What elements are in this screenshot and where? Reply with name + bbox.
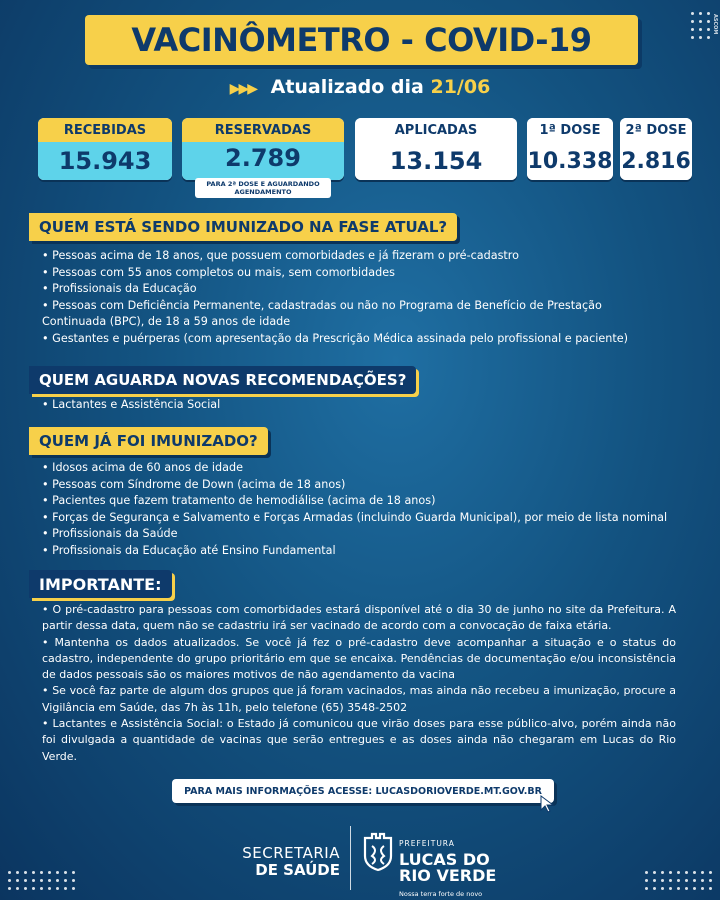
- section-aguarda-title: QUEM AGUARDA NOVAS RECOMENDAÇÕES?: [29, 366, 416, 394]
- secretaria-line1: SECRETARIA: [242, 844, 340, 862]
- title-banner: [85, 15, 638, 65]
- list-item: • Pacientes que fazem tratamento de hemodiálise (acima de 18 anos): [42, 493, 692, 510]
- footer-divider: [350, 826, 351, 890]
- website-link-button[interactable]: PARA MAIS INFORMAÇÕES ACESSE: LUCASDORIOVERDE.MT.GOV.BR: [172, 779, 554, 803]
- stat-value: 15.943: [38, 142, 172, 180]
- decorative-dots-bottom-left: [8, 871, 75, 890]
- stat-dose2: [620, 118, 692, 180]
- stat-value: 13.154: [355, 142, 517, 180]
- list-item: • Lactantes e Assistência Social: o Estado já comunicou que virão doses para esse público-alvo, porém ainda não foi divulgada a quantidade de vacinas que serão entregues e as doses ainda não chegaram em Lucas do Rio Verde.: [42, 716, 676, 765]
- updated-date: 21/06: [430, 76, 491, 98]
- stat-value: 2.789: [182, 142, 344, 180]
- list-item: • Se você faz parte de algum dos grupos que já foram vacinados, mas ainda não recebeu a imunização, procure a Vigilância em Saúde, das 7h às 11h, pelo telefone (65) 3548-2502: [42, 683, 676, 716]
- list-item: • Profissionais da Educação: [42, 281, 682, 298]
- stat-value: 10.338: [527, 142, 613, 180]
- list-item: • O pré-cadastro para pessoas com comorbidades estará disponível até o dia 30 de junho no site da Prefeitura. A partir dessa data, quem não se cadastriu irá ser vacinado de acordo com a convocação de faixa etária.: [42, 602, 676, 635]
- stat-label: 2ª DOSE: [620, 118, 692, 142]
- prefeitura-label: PREFEITURA: [399, 839, 455, 848]
- stat-reservadas: [182, 118, 344, 180]
- stat-recebidas: [38, 118, 172, 180]
- list-item: • Pessoas acima de 18 anos, que possuem comorbidades e já fizeram o pré-cadastro: [42, 248, 682, 265]
- secretaria-logo: [236, 845, 340, 879]
- list-item: • Gestantes e puérperas (com apresentação da Prescrição Médica assinada pelo profissional e paciente): [42, 331, 682, 348]
- imunizado-list: [42, 460, 692, 559]
- stat-label: APLICADAS: [355, 118, 517, 142]
- city-crest-icon: [362, 832, 394, 872]
- decorative-dots-bottom-right: [645, 871, 712, 890]
- stat-aplicadas: [355, 118, 517, 180]
- cursor-icon: [540, 795, 556, 817]
- list-item: • Mantenha os dados atualizados. Se você já fez o pré-cadastro deve acompanhar a situação e o status do cadastro, independente do grupo prioritário em que se encaixa. Pendências de documentação e/ou inconsistência de dados pessoais são os maiores motivos de não agendamento da vacina: [42, 635, 676, 684]
- stat-dose1: [527, 118, 613, 180]
- list-item: • Pessoas com Deficiência Permanente, cadastradas ou não no Programa de Benefício de Prestação: [42, 298, 682, 315]
- section-imunizado-title: QUEM JÁ FOI IMUNIZADO?: [29, 427, 268, 455]
- list-item: • Profissionais da Saúde: [42, 526, 692, 543]
- reservadas-note: PARA 2ª DOSE E AGUARDANDO AGENDAMENTO: [195, 178, 331, 198]
- fase-atual-list: [42, 248, 682, 347]
- section-fase-atual-title: QUEM ESTÁ SENDO IMUNIZADO NA FASE ATUAL?: [29, 213, 457, 241]
- updated-line: [0, 76, 720, 98]
- stat-label: RESERVADAS: [182, 118, 344, 142]
- city-line2: RIO VERDE: [399, 866, 497, 885]
- aguarda-list: [42, 397, 220, 414]
- city-line1: LUCAS DO: [399, 850, 490, 869]
- prefeitura-logo: [399, 836, 496, 900]
- stat-value: 2.816: [620, 142, 692, 180]
- page-title: VACINÔMETRO - COVID-19: [131, 21, 592, 59]
- list-item: • Pessoas com Síndrome de Down (acima de 18 anos): [42, 477, 692, 494]
- list-item: Continuada (BPC), de 18 a 59 anos de idade: [42, 315, 291, 328]
- list-item: • Idosos acima de 60 anos de idade: [42, 460, 692, 477]
- stat-label: RECEBIDAS: [38, 118, 172, 142]
- decorative-dots-top: [691, 12, 710, 39]
- ascom-tag: ASCOM: [712, 14, 718, 35]
- updated-label: Atualizado dia: [270, 76, 424, 98]
- section-importante-title: IMPORTANTE:: [29, 570, 172, 598]
- stat-label: 1ª DOSE: [527, 118, 613, 142]
- importante-list: [42, 602, 676, 765]
- list-item: • Profissionais da Educação até Ensino Fundamental: [42, 543, 692, 560]
- slogan: Nossa terra forte de novo: [399, 890, 483, 898]
- list-item: • Lactantes e Assistência Social: [42, 397, 220, 414]
- triple-arrow-icon: ▶▶▶: [229, 81, 256, 97]
- secretaria-line2: DE SAÚDE: [255, 861, 340, 879]
- list-item: • Pessoas com 55 anos completos ou mais, sem comorbidades: [42, 265, 682, 282]
- list-item: • Forças de Segurança e Salvamento e Forças Armadas (incluindo Guarda Municipal), por meio de lista nominal: [42, 510, 692, 527]
